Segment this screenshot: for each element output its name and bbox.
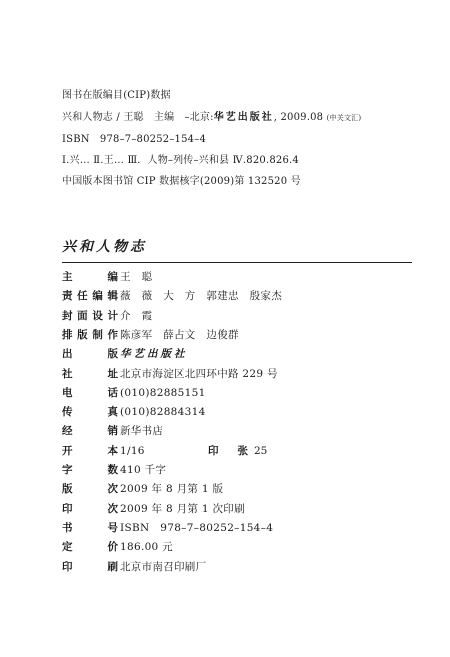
cip-series-note: (中关文汇) — [326, 114, 362, 122]
info-value: 2009 年 8 月第 1 版 — [120, 483, 224, 496]
info-label: 经 销 — [62, 425, 118, 438]
info-value: 北京市海淀区北四环中路 229 号 — [120, 367, 278, 380]
cip-heading: 图书在版编目(CIP)数据 — [62, 90, 171, 101]
info-label: 印 次 — [62, 502, 118, 515]
info-value: 介 霞 — [120, 309, 153, 322]
info-label: 印 刷 — [62, 560, 118, 573]
info-extra-label: 印 张 — [208, 444, 248, 457]
info-value: 186.00 元 — [120, 541, 173, 554]
info-label: 书 号 — [62, 521, 118, 534]
info-value: 华艺出版社 — [120, 348, 188, 361]
info-label: 版 次 — [62, 483, 118, 496]
info-value: ISBN 978–7–80252–154–4 — [120, 521, 274, 534]
info-value: 王 聪 — [120, 271, 153, 283]
info-value: 薇 薇 大 方 郭建忠 殷家杰 — [120, 290, 282, 303]
info-label: 责 任 编 辑 — [62, 290, 118, 303]
cip-isbn: ISBN 978–7–80252–154–4 — [62, 134, 207, 145]
cip-classification: Ⅰ.兴… Ⅱ.王… Ⅲ．人物–列传–兴和县 Ⅳ.820.826.4 — [62, 155, 299, 166]
info-label: 定 价 — [62, 541, 118, 554]
info-value: 新华书店 — [120, 425, 164, 438]
info-value: 2009 年 8 月第 1 次印刷 — [120, 502, 245, 515]
info-value: (010)82884314 — [120, 406, 206, 419]
cip-publisher-name: 华艺出版社 — [213, 112, 274, 123]
info-extra-value: 25 — [254, 444, 268, 457]
info-label: 社 址 — [62, 367, 118, 380]
info-value: (010)82885151 — [120, 386, 206, 399]
info-label: 开 本 — [62, 444, 118, 457]
info-value: 410 千字 — [120, 464, 167, 476]
info-label: 排 版 制 作 — [62, 328, 118, 341]
info-value: 陈彦军 薛占文 边俊群 — [120, 328, 239, 341]
info-label: 电 话 — [62, 386, 118, 399]
title-divider — [62, 262, 412, 263]
info-label: 出 版 — [62, 348, 118, 361]
cip-main-entry-tail: , 2009.08 — [273, 112, 324, 123]
info-label: 封 面 设 计 — [62, 309, 118, 322]
info-label: 传 真 — [62, 406, 118, 419]
info-value: 北京市南召印刷厂 — [120, 560, 207, 573]
info-label: 字 数 — [62, 464, 118, 476]
book-title: 兴和人物志 — [62, 239, 147, 255]
cip-number: 中国版本图书馆 CIP 数据核字(2009)第 132520 号 — [62, 176, 301, 187]
info-label: 主 编 — [62, 271, 118, 283]
info-value: 1/16 — [120, 444, 145, 457]
cip-main-entry-text: 兴和人物志 / 王聪 主编 –北京: — [62, 112, 214, 123]
cip-main-entry — [62, 112, 361, 124]
